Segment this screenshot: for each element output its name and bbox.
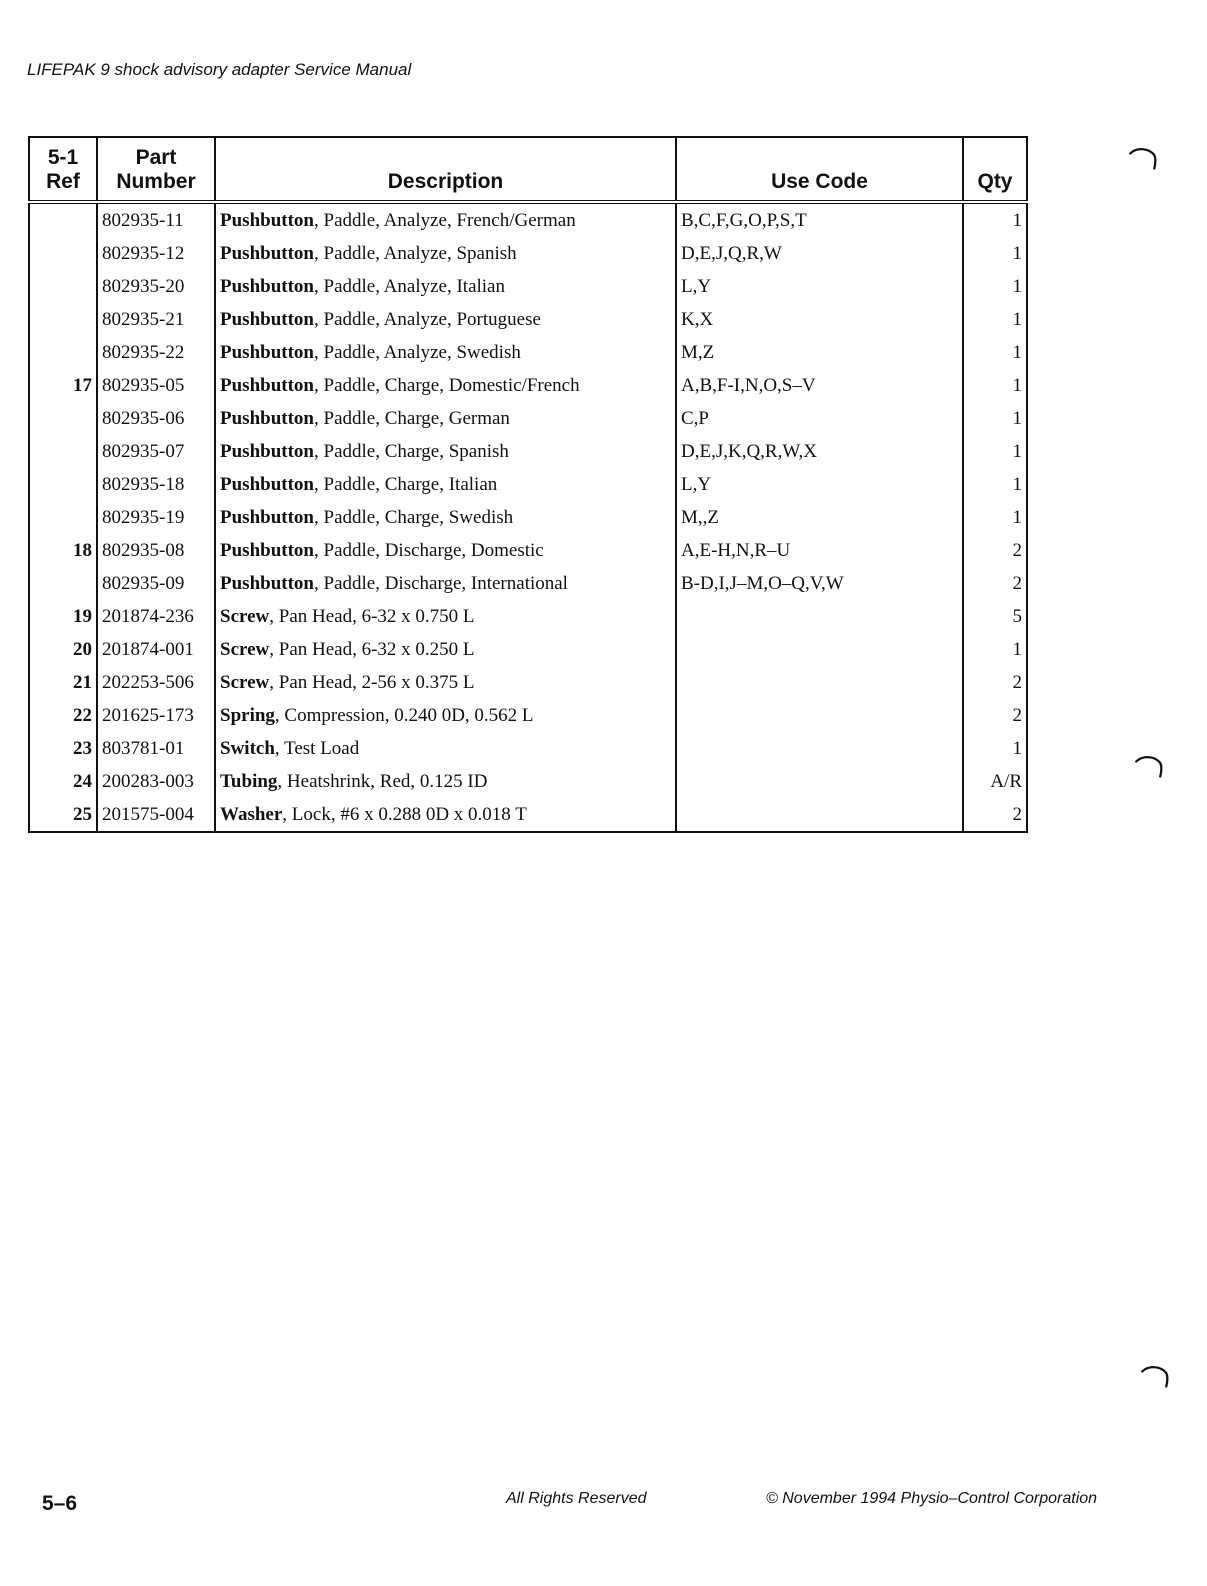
ref-cell [29, 435, 97, 468]
use-code-cell: B,C,F,G,O,P,S,T [676, 202, 963, 237]
description-detail: , Paddle, Discharge, International [314, 572, 568, 594]
use-code-cell [676, 666, 963, 699]
rights-notice: All Rights Reserved [506, 1490, 647, 1507]
description-detail: , Paddle, Discharge, Domestic [314, 539, 544, 561]
table-row [29, 765, 1027, 798]
table-row [29, 435, 1027, 468]
binder-hole-icon [1128, 754, 1170, 784]
part-number-cell: 802935-21 [97, 303, 215, 336]
qty-cell: 1 [963, 202, 1027, 237]
description-detail: , Lock, #6 x 0.288 0D x 0.018 T [282, 803, 527, 825]
page-header-title: LIFEPAK 9 shock advisory adapter Service Manual [27, 60, 412, 79]
description-head: Pushbutton [220, 242, 314, 264]
description-head: Pushbutton [220, 374, 314, 396]
description-detail: , Heatshrink, Red, 0.125 ID [277, 770, 488, 792]
description-head: Tubing [220, 770, 278, 792]
table-row [29, 303, 1027, 336]
use-code-cell: A,E-H,N,R–U [676, 534, 963, 567]
qty-cell: 2 [963, 567, 1027, 600]
description-head: Screw [220, 671, 270, 693]
qty-cell: A/R [963, 765, 1027, 798]
description-detail: , Paddle, Analyze, Italian [314, 275, 505, 297]
description-cell [215, 633, 676, 666]
part-number-cell: 802935-08 [97, 534, 215, 567]
description-cell [215, 567, 676, 600]
part-number-cell: 201874-236 [97, 600, 215, 633]
description-head: Washer [220, 803, 283, 825]
binder-hole-icon [1134, 1364, 1176, 1394]
qty-cell: 1 [963, 435, 1027, 468]
ref-cell: 19 [73, 605, 92, 627]
description-cell [215, 732, 676, 765]
description-head: Pushbutton [220, 572, 314, 594]
part-number-cell: 803781-01 [97, 732, 215, 765]
table-row [29, 202, 1027, 237]
table-row [29, 369, 1027, 402]
ref-cell [29, 336, 97, 369]
column-header-part-line1: Part [135, 146, 177, 169]
table-row [29, 600, 1027, 633]
use-code-cell: L,Y [676, 468, 963, 501]
qty-cell: 2 [963, 666, 1027, 699]
description-detail: , Paddle, Charge, Spanish [314, 440, 509, 462]
qty-cell: 2 [963, 699, 1027, 732]
part-number-cell: 802935-09 [97, 567, 215, 600]
part-number-cell: 802935-22 [97, 336, 215, 369]
table-row [29, 468, 1027, 501]
ref-cell: 24 [73, 770, 92, 792]
description-detail: , Compression, 0.240 0D, 0.562 L [274, 704, 534, 726]
qty-cell: 1 [963, 732, 1027, 765]
description-detail: , Test Load [274, 737, 360, 759]
description-head: Pushbutton [220, 209, 314, 231]
ref-cell [29, 237, 97, 270]
use-code-cell: D,E,J,Q,R,W [676, 237, 963, 270]
table-row [29, 501, 1027, 534]
description-cell [215, 501, 676, 534]
qty-cell: 1 [963, 303, 1027, 336]
table-row [29, 402, 1027, 435]
ref-cell: 18 [73, 539, 92, 561]
description-cell [215, 666, 676, 699]
part-number-cell: 802935-11 [97, 202, 215, 237]
ref-cell [29, 501, 97, 534]
copyright-notice: © November 1994 Physio–Control Corporation [766, 1490, 1098, 1507]
qty-cell: 1 [963, 402, 1027, 435]
parts-list-table [28, 136, 1028, 833]
ref-cell [29, 303, 97, 336]
part-number-cell: 802935-19 [97, 501, 215, 534]
part-number-cell: 200283-003 [97, 765, 215, 798]
description-cell [215, 402, 676, 435]
qty-cell: 1 [963, 369, 1027, 402]
table-row [29, 732, 1027, 765]
description-detail: , Paddle, Analyze, French/German [314, 209, 576, 231]
table-row [29, 336, 1027, 369]
column-header-use-code: Use Code [676, 137, 963, 202]
page-number: 5–6 [42, 1492, 78, 1515]
description-cell [215, 270, 676, 303]
description-detail: , Pan Head, 6-32 x 0.750 L [269, 605, 475, 627]
description-detail: , Paddle, Charge, Domestic/French [314, 374, 580, 396]
qty-cell: 2 [963, 798, 1027, 832]
use-code-cell: C,P [676, 402, 963, 435]
qty-cell: 1 [963, 468, 1027, 501]
binder-hole-icon [1122, 146, 1164, 176]
table-row [29, 699, 1027, 732]
ref-cell: 21 [73, 671, 92, 693]
ref-cell: 17 [73, 374, 92, 396]
column-header-ref-line2: Ref [46, 170, 80, 193]
use-code-cell: M,Z [676, 336, 963, 369]
description-head: Screw [220, 605, 270, 627]
qty-cell: 1 [963, 633, 1027, 666]
description-detail: , Paddle, Analyze, Spanish [314, 242, 517, 264]
ref-cell: 22 [73, 704, 92, 726]
use-code-cell [676, 765, 963, 798]
qty-cell: 1 [963, 336, 1027, 369]
use-code-cell [676, 699, 963, 732]
use-code-cell [676, 732, 963, 765]
ref-cell: 23 [73, 737, 92, 759]
description-cell [215, 534, 676, 567]
column-header-part-line2: Number [116, 170, 196, 193]
use-code-cell: A,B,F-I,N,O,S–V [676, 369, 963, 402]
qty-cell: 2 [963, 534, 1027, 567]
ref-cell [29, 402, 97, 435]
qty-cell: 1 [963, 270, 1027, 303]
ref-cell [29, 468, 97, 501]
column-header-part-number [97, 137, 215, 202]
description-head: Pushbutton [220, 341, 314, 363]
part-number-cell: 201874-001 [97, 633, 215, 666]
ref-cell: 25 [73, 803, 92, 825]
ref-cell [29, 567, 97, 600]
description-head: Pushbutton [220, 407, 314, 429]
description-head: Pushbutton [220, 275, 314, 297]
ref-cell: 20 [73, 638, 92, 660]
description-cell [215, 369, 676, 402]
qty-cell: 5 [963, 600, 1027, 633]
use-code-cell: D,E,J,K,Q,R,W,X [676, 435, 963, 468]
ref-cell [29, 202, 97, 237]
description-cell [215, 699, 676, 732]
description-detail: , Pan Head, 6-32 x 0.250 L [269, 638, 475, 660]
table-row [29, 567, 1027, 600]
description-head: Pushbutton [220, 506, 314, 528]
column-header-ref [29, 137, 97, 202]
description-head: Spring [220, 704, 275, 726]
qty-cell: 1 [963, 237, 1027, 270]
description-detail: , Pan Head, 2-56 x 0.375 L [269, 671, 475, 693]
description-detail: , Paddle, Charge, German [314, 407, 510, 429]
description-cell [215, 600, 676, 633]
description-detail: , Paddle, Analyze, Swedish [314, 341, 521, 363]
description-head: Pushbutton [220, 539, 314, 561]
table-body [29, 202, 1027, 832]
column-header-ref-line1: 5-1 [47, 146, 79, 169]
description-cell [215, 336, 676, 369]
ref-cell [29, 270, 97, 303]
part-number-cell: 201625-173 [97, 699, 215, 732]
part-number-cell: 202253-506 [97, 666, 215, 699]
use-code-cell [676, 633, 963, 666]
table-row [29, 534, 1027, 567]
description-head: Pushbutton [220, 440, 314, 462]
description-head: Switch [220, 737, 275, 759]
description-detail: , Paddle, Analyze, Portuguese [314, 308, 541, 330]
description-cell [215, 202, 676, 237]
part-number-cell: 802935-20 [97, 270, 215, 303]
description-cell [215, 468, 676, 501]
description-cell [215, 435, 676, 468]
column-header-qty: Qty [963, 137, 1027, 202]
description-detail: , Paddle, Charge, Swedish [314, 506, 514, 528]
part-number-cell: 802935-06 [97, 402, 215, 435]
table-row [29, 633, 1027, 666]
part-number-cell: 802935-07 [97, 435, 215, 468]
part-number-cell: 802935-18 [97, 468, 215, 501]
table-row [29, 270, 1027, 303]
table-row [29, 666, 1027, 699]
part-number-cell: 201575-004 [97, 798, 215, 832]
qty-cell: 1 [963, 501, 1027, 534]
table-header-row [29, 137, 1027, 202]
description-head: Screw [220, 638, 270, 660]
description-head: Pushbutton [220, 473, 314, 495]
use-code-cell [676, 600, 963, 633]
description-head: Pushbutton [220, 308, 314, 330]
column-header-description: Description [215, 137, 676, 202]
description-cell [215, 765, 676, 798]
description-detail: , Paddle, Charge, Italian [314, 473, 498, 495]
description-cell [215, 237, 676, 270]
use-code-cell: B-D,I,J–M,O–Q,V,W [676, 567, 963, 600]
part-number-cell: 802935-05 [97, 369, 215, 402]
part-number-cell: 802935-12 [97, 237, 215, 270]
table-row [29, 237, 1027, 270]
use-code-cell: K,X [676, 303, 963, 336]
description-cell [215, 798, 676, 832]
table-row [29, 798, 1027, 832]
use-code-cell: M,,Z [676, 501, 963, 534]
use-code-cell [676, 798, 963, 832]
use-code-cell: L,Y [676, 270, 963, 303]
description-cell [215, 303, 676, 336]
